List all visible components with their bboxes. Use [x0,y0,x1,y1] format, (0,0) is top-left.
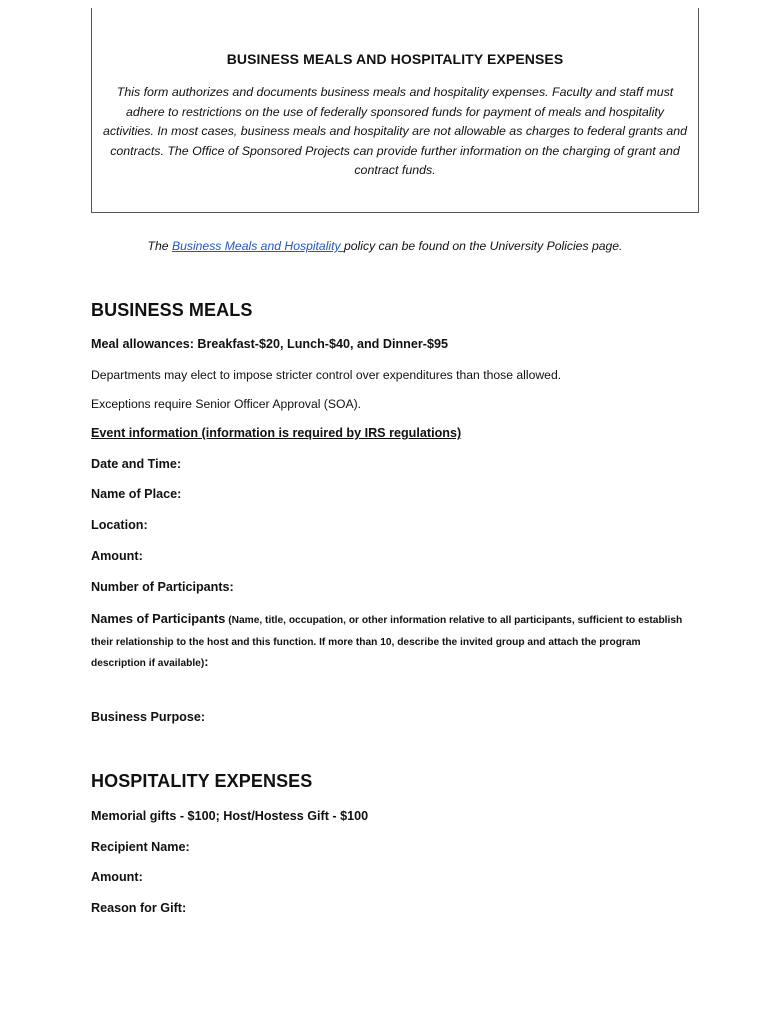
place-name-label: Name of Place: [91,487,182,501]
business-purpose-label: Business Purpose: [91,710,206,724]
gift-limits: Memorial gifts - $100; Host/Hostess Gift - $100 [91,809,369,823]
policy-prefix: The [147,239,172,253]
form-title: BUSINESS MEALS AND HOSPITALITY EXPENSES [226,51,564,67]
stricter-control-note: Departments may elect to impose stricter control over expenditures than those allowed. [91,368,562,382]
meal-allowances: Meal allowances: Breakfast-$20, Lunch-$40, and Dinner-$95 [91,337,448,351]
intro-box [91,8,699,213]
names-label: Names of Participants [91,611,226,626]
gift-reason-label: Reason for Gift: [91,901,187,915]
participant-names-label [91,609,691,674]
business-meals-heading: BUSINESS MEALS [91,300,253,320]
recipient-name-label: Recipient Name: [91,840,190,854]
event-info-heading: Event information (information is required by IRS regulations) [91,426,462,440]
policy-reference [0,239,770,253]
names-colon: : [204,654,209,669]
policy-suffix: policy can be found on the University Policies page. [344,239,623,253]
policy-link[interactable]: Business Meals and Hospitality [171,239,344,253]
exceptions-note: Exceptions require Senior Officer Approval (SOA). [91,397,362,411]
hospitality-heading: HOSPITALITY EXPENSES [91,771,313,791]
participants-count-label: Number of Participants: [91,580,234,594]
gift-amount-label: Amount: [91,870,143,884]
intro-paragraph: This form authorizes and documents business meals and hospitality expenses. Faculty and staff must adhere to restrictions on the use of federally sponsored funds for payment of meals and hospitality activities. In most cases, business meals and hospitality are not allowable as charges to federal grants and contracts. The Office of Sponsored Projects can provide further information on the charging of grant and contract funds. [102,85,688,177]
names-instructions: (Name, title, occupation, or other information relative to all participants, sufficient to establish their relationship to the host and this function. If more than 10, describe the invited group and attach the program description if available) [91,615,683,669]
meal-amount-label: Amount: [91,549,143,563]
location-label: Location: [91,518,148,532]
date-time-label: Date and Time: [91,457,182,471]
